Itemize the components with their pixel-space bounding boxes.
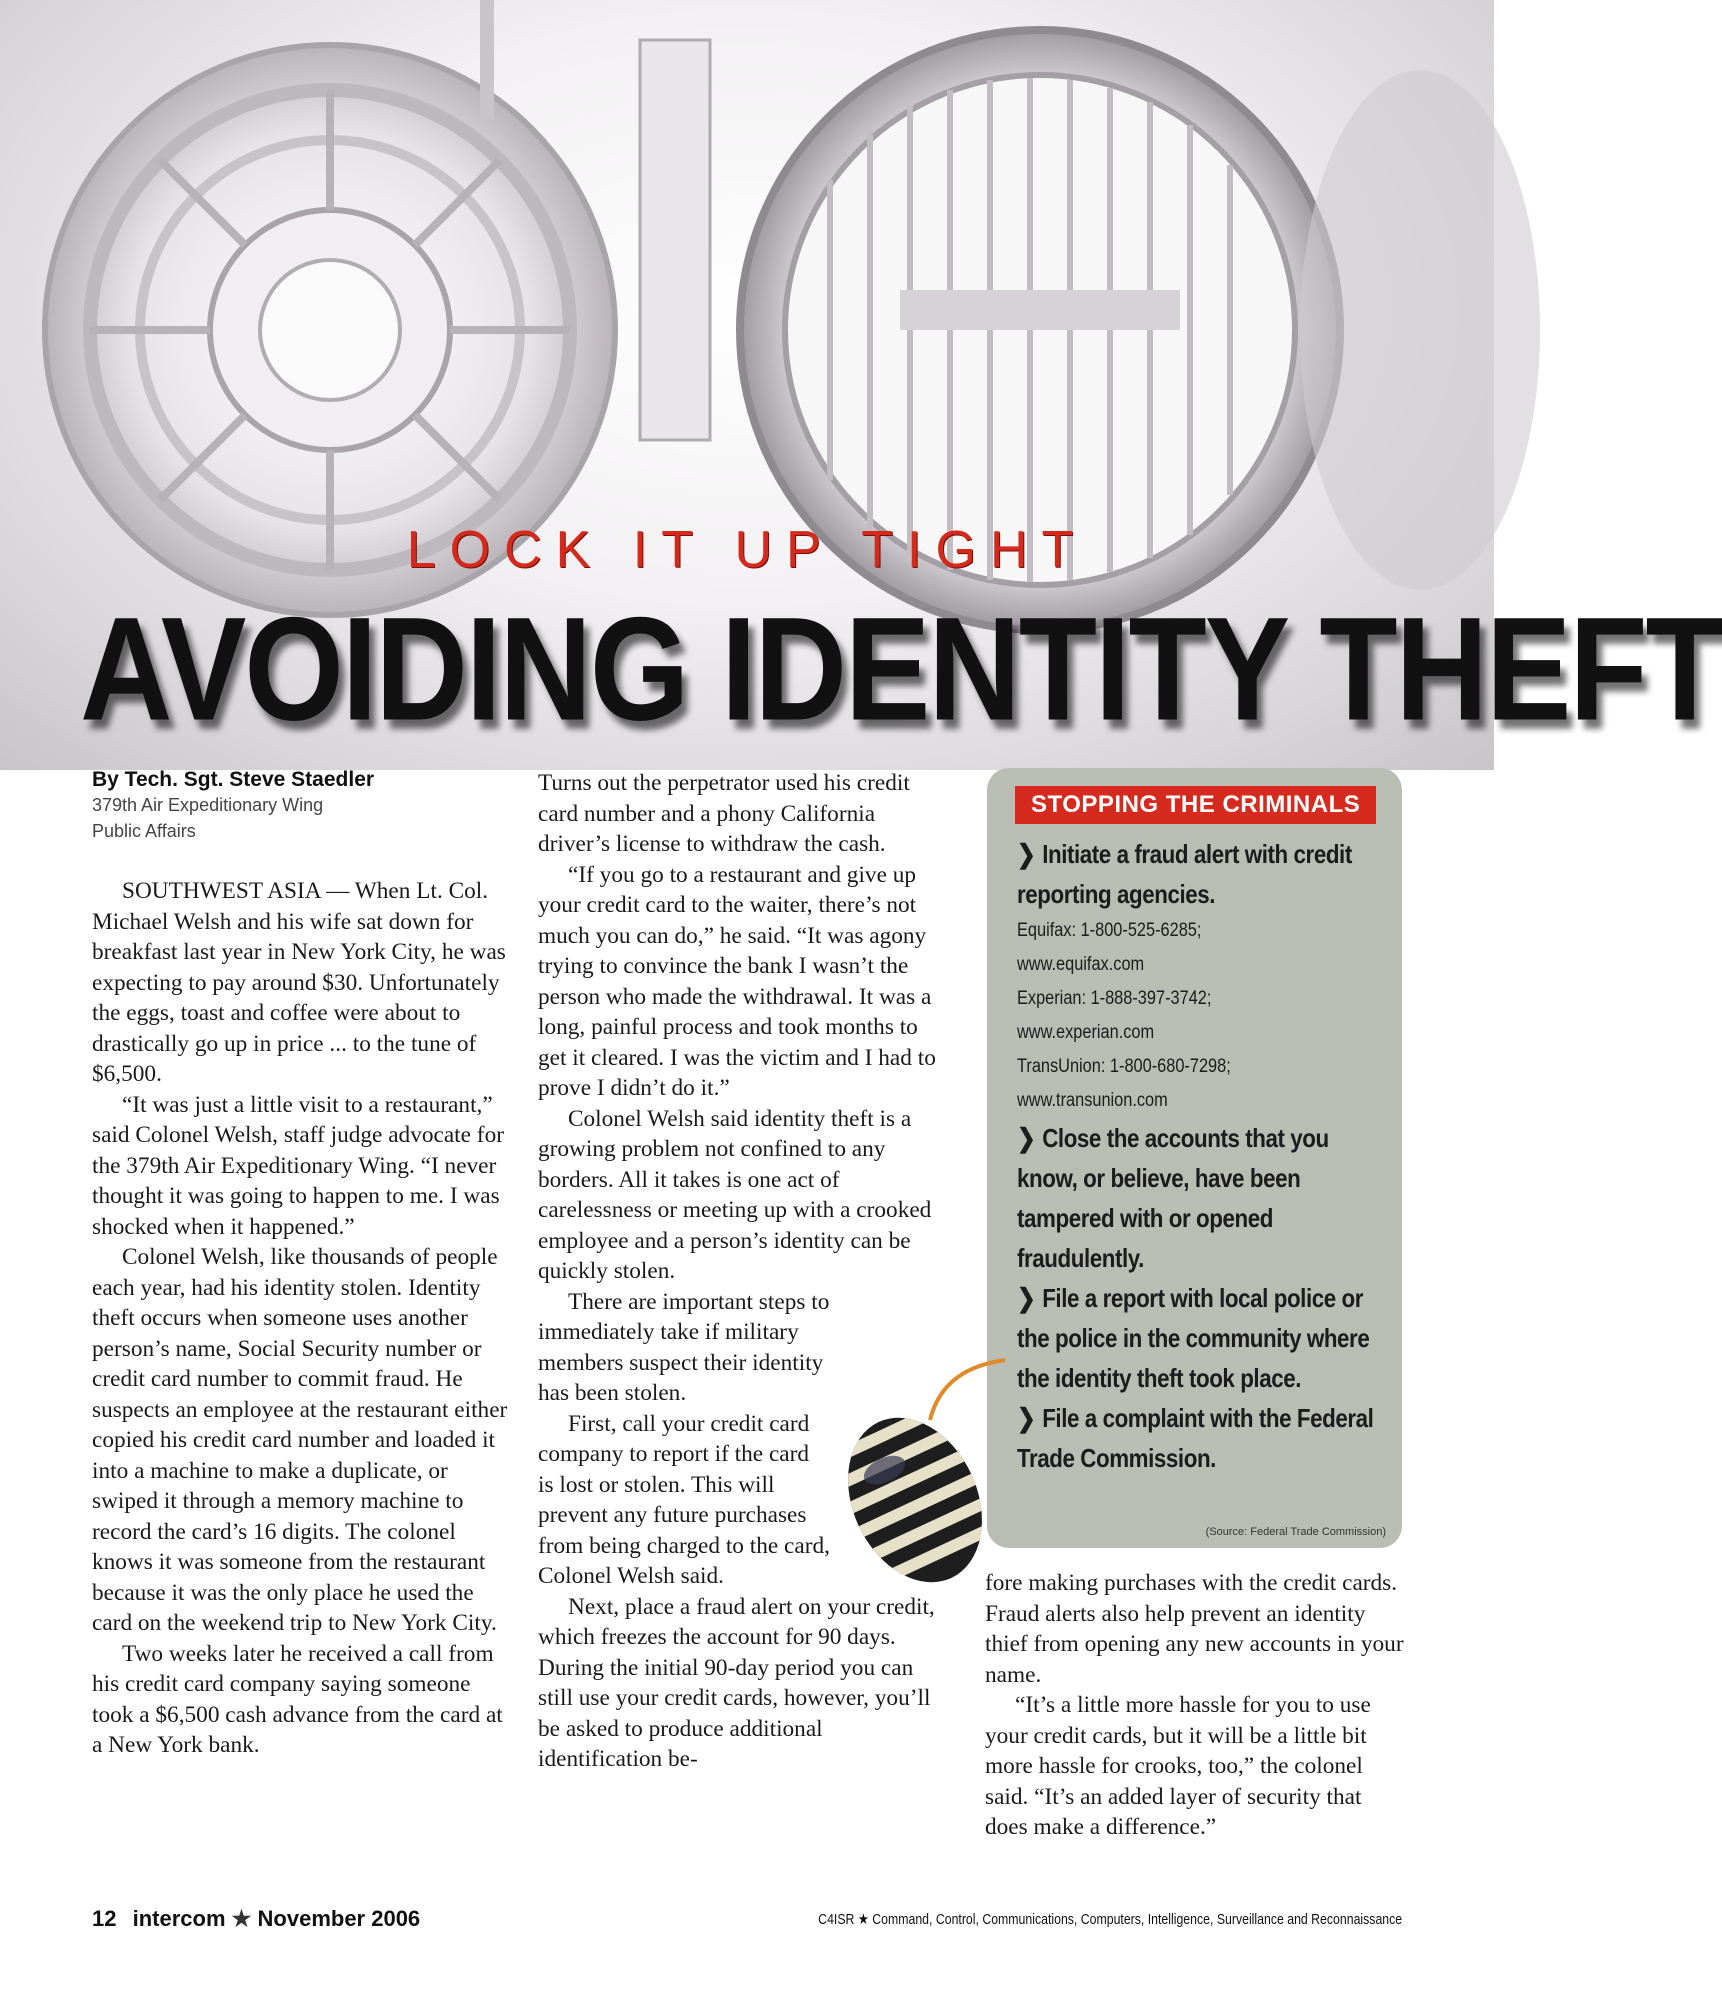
- chevron-right-icon: ❯: [1017, 1403, 1036, 1433]
- magazine-name: intercom: [132, 1906, 226, 1931]
- footer-tagline: C4ISR ★ Command, Control, Communications, Computers, Intelligence, Surveillance and Reconnaissance: [818, 1911, 1402, 1928]
- paragraph: fore making purchases with the credit cards. Fraud alerts also help prevent an identity thief from opening any new accounts in your name.: [985, 1570, 1404, 1688]
- sidebar-item-text: File a complaint with the Federal Trade Commission.: [1017, 1403, 1374, 1473]
- chevron-right-icon: ❯: [1017, 1283, 1036, 1313]
- sidebar-body: [1017, 834, 1389, 1478]
- vault-hinge: [640, 40, 710, 440]
- paragraph: Colonel Welsh said identity theft is a growing problem not confined to any borders. All it takes is one act of carelessness or meeting up with a crooked employee and a person’s identity can be quickly stolen.: [538, 1105, 932, 1284]
- author-unit: 379th Air Expeditionary Wing: [92, 795, 324, 815]
- sidebar-item: [1017, 1118, 1388, 1278]
- contact-line: www.transunion.com: [1017, 1090, 1168, 1111]
- byline: [92, 768, 492, 844]
- star-icon: ★: [231, 1906, 252, 1931]
- paragraph: There are important steps to immediately take if military members suspect their identity has been stolen.: [538, 1288, 830, 1406]
- narrow-text-wrap: [538, 1287, 830, 1592]
- sidebar-title: [1015, 786, 1376, 824]
- hero-headline: AVOIDING IDENTITY THEFT: [80, 587, 1722, 752]
- sidebar-item: [1017, 1398, 1388, 1478]
- sidebar-item-text: Initiate a fraud alert with credit reporting agencies.: [1017, 839, 1352, 909]
- sidebar-item-text: File a report with local police or the police in the community where the identity theft took place.: [1017, 1283, 1370, 1393]
- sidebar-item: [1017, 834, 1388, 914]
- article-column-1: [92, 876, 510, 1761]
- article-column-2: [538, 768, 950, 1775]
- chevron-right-icon: ❯: [1017, 839, 1036, 869]
- sidebar-title-a: STOPPING THE: [1031, 791, 1216, 818]
- paragraph: Two weeks later he received a call from his credit card company saying someone took a $6,500 cash advance from the card at a New York bank.: [92, 1640, 503, 1758]
- contact-line: www.equifax.com: [1017, 954, 1145, 975]
- paragraph: First, call your credit card company to report if the card is lost or stolen. This will prevent any future purchases from being charged to the card, Colonel Welsh said.: [538, 1410, 830, 1589]
- computer-mouse-illustration: [820, 1350, 1010, 1590]
- paragraph: Colonel Welsh, like thousands of people each year, had his identity stolen. Identity theft occurs when someone uses another person’s name, Social Security number or credit card number to commit fraud. He suspects an employee at the restaurant either copied his credit card number and loaded it into a machine to make a duplicate, or swiped it through a memory machine to record the card’s 16 digits. The colonel knows it was someone from the restaurant because it was the only place he used the card on the weekend trip to New York City.: [92, 1244, 508, 1636]
- sidebar-item-text: Close the accounts that you know, or believe, have been tampered with or opened fraudulently.: [1017, 1123, 1329, 1273]
- paragraph: “It was just a little visit to a restaurant,” said Colonel Welsh, staff judge advocate for the 379th Air Expeditionary Wing. “I never thought it was going to happen to me. I was shocked when it happened.”: [92, 1091, 504, 1240]
- author-name: By Tech. Sgt. Steve Staedler: [92, 768, 375, 791]
- paragraph: “If you go to a restaurant and give up your credit card to the waiter, there’s not much you can do,” he said. “It was agony trying to convince the bank I wasn’t the person who made the withdrawal. It was a long, painful process and took months to get it cleared. I was the victim and I had to prove I didn’t do it.”: [538, 861, 936, 1101]
- footer-folio: [92, 1906, 420, 1932]
- paragraph: Turns out the perpetrator used his credit card number and a phony California driver’s license to withdraw the cash.: [538, 770, 910, 857]
- paragraph: SOUTHWEST ASIA — When Lt. Col. Michael Welsh and his wife sat down for breakfast last year in New York City, he was expecting to pay around $30. Unfortunately the eggs, toast and coffee were about to drastically go up in price ... to the tune of $6,500.: [92, 878, 506, 1087]
- article-column-3: [985, 1568, 1405, 1843]
- sidebar-item: [1017, 1278, 1388, 1398]
- sidebar-title-b: CRIMINALS: [1222, 791, 1361, 818]
- sidebar-source: (Source: Federal Trade Commission): [1205, 1526, 1386, 1538]
- page-number: 12: [92, 1906, 117, 1931]
- contact-line: Experian: 1-888-397-3742;: [1017, 988, 1212, 1009]
- sidebar-stopping-criminals: [987, 768, 1402, 1548]
- paragraph: “It’s a little more hassle for you to use your credit cards, but it will be a little bit more hassle for crooks, too,” the colonel said. “It’s an added layer of security that does make a difference.”: [985, 1692, 1371, 1840]
- hero-kicker: LOCK IT UP TIGHT: [406, 521, 1088, 579]
- contact-line: TransUnion: 1-800-680-7298;: [1017, 1056, 1231, 1077]
- author-dept: Public Affairs: [92, 821, 196, 841]
- chevron-right-icon: ❯: [1017, 1123, 1036, 1153]
- issue-date: November 2006: [257, 1906, 421, 1931]
- hero-banner: [0, 0, 1722, 770]
- contact-line: Equifax: 1-800-525-6285;: [1017, 920, 1202, 941]
- contact-line: www.experian.com: [1017, 1022, 1155, 1043]
- paragraph: Next, place a fraud alert on your credit, which freezes the account for 90 days. During the initial 90-day period you can still use your credit cards, however, you’ll be asked to produce additional identification be-: [538, 1593, 935, 1772]
